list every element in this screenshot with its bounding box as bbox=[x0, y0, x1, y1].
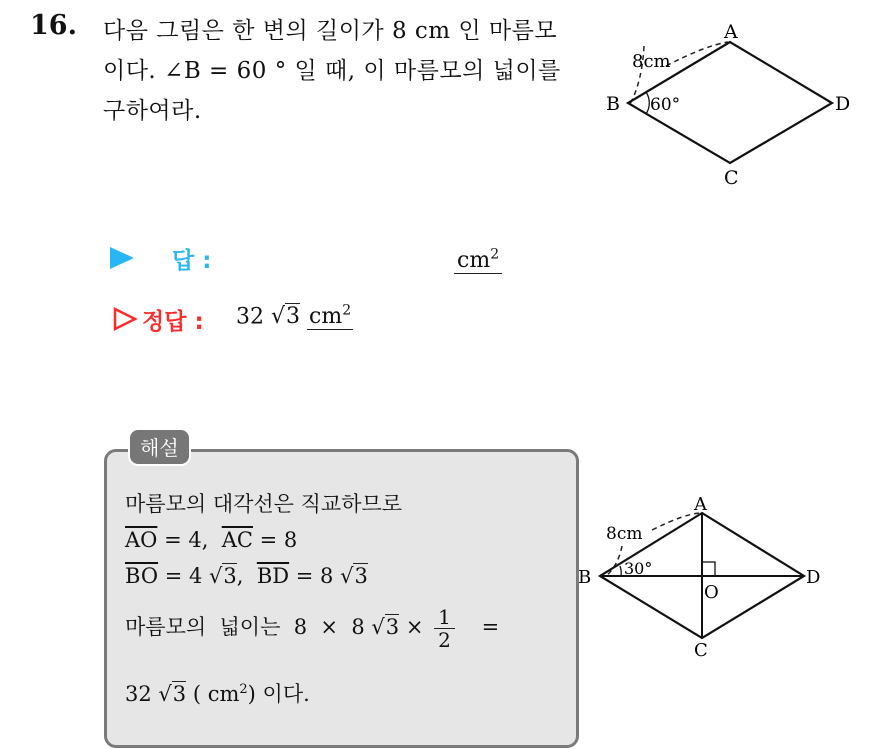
segment-ao: $\overline{AO}$ bbox=[125, 528, 158, 552]
right-angle-mark bbox=[702, 562, 715, 576]
angle-arc bbox=[646, 92, 649, 114]
vertex-c: C bbox=[724, 167, 739, 189]
area-root: 3 bbox=[385, 615, 400, 639]
side-length-label: 8cm bbox=[632, 51, 671, 72]
correct-answer-label: 정답 : bbox=[142, 309, 204, 335]
result-unit-close: ) 이다. bbox=[247, 682, 310, 706]
answer-unit-text: cm bbox=[457, 248, 491, 274]
fraction bbox=[434, 606, 455, 651]
segment-bo-root: 3 bbox=[223, 564, 237, 588]
result-unit: ( cm bbox=[186, 682, 240, 706]
problem-text-line3: 구하여라. bbox=[103, 98, 202, 124]
segment-bd-value: = 8 bbox=[289, 564, 341, 588]
answer-unit bbox=[454, 244, 502, 272]
segment-bo-sep: , bbox=[236, 564, 257, 588]
area-equals: = bbox=[481, 615, 500, 639]
segment-bo: $\overline{BO}$ bbox=[125, 564, 159, 588]
answer-unit-value: cm bbox=[309, 304, 343, 330]
segment-ac: $\overline{AC}$ bbox=[221, 528, 253, 552]
segment-bo-value: = 4 bbox=[158, 564, 210, 588]
vertex-c-2: C bbox=[694, 640, 708, 661]
center-o: O bbox=[704, 582, 719, 603]
vertex-a: A bbox=[724, 21, 738, 43]
problem-text-line2: 이다. ∠B = 60 ° 일 때, 이 마름모의 넓이를 bbox=[103, 58, 561, 84]
vertex-d: D bbox=[835, 93, 851, 115]
problem-number: 16. bbox=[30, 10, 77, 41]
answer-coef: 32 bbox=[236, 304, 264, 330]
correct-answer-value: 32 √3 $cm^2$ bbox=[236, 303, 352, 330]
vertex-d-2: D bbox=[806, 567, 821, 588]
result-root: 3 bbox=[172, 682, 187, 706]
result-coef: 32 bbox=[125, 682, 159, 706]
side-dash-right-2 bbox=[652, 513, 700, 530]
result-unit-sup: 2 bbox=[239, 682, 248, 697]
rhombus-diagonals-figure bbox=[576, 494, 838, 664]
answer-unit-sup: 2 bbox=[490, 247, 500, 263]
answer-unit-value-sup: 2 bbox=[342, 303, 352, 319]
rhombus-figure bbox=[600, 20, 860, 195]
vertex-a-2: A bbox=[694, 494, 707, 515]
problem-text-line1: 다음 그림은 한 변의 길이가 8 cm 인 마름모 bbox=[103, 18, 558, 44]
segment-ao-value: = 4, bbox=[157, 528, 222, 552]
fraction-numerator: 1 bbox=[434, 606, 455, 629]
solution-line2 bbox=[125, 528, 297, 552]
segment-bd: $\overline{BD}$ bbox=[256, 564, 290, 588]
segment-ac-value: = 8 bbox=[252, 528, 298, 552]
segment-bd-root: 3 bbox=[354, 564, 368, 588]
answer-arrow-icon bbox=[110, 247, 134, 269]
area-times: × bbox=[399, 615, 424, 639]
vertex-b: B bbox=[606, 93, 620, 115]
side-length-label-2: 8cm bbox=[606, 524, 643, 544]
fraction-denominator: 2 bbox=[438, 628, 451, 652]
solution-line1: 마름모의 대각선은 직교하므로 bbox=[125, 492, 403, 516]
angle-label-2: 30° bbox=[624, 559, 653, 578]
solution-line5: 32 √3 ( $cm^2$) 이다. bbox=[125, 682, 310, 706]
area-text: 마름모의 넓이는 8 × 8 bbox=[125, 615, 372, 639]
solution-line4: 마름모의 넓이는 8 × 8 √3 × $\frac{1}{2}$ = bbox=[125, 605, 500, 652]
solution-tag: 해설 bbox=[128, 428, 191, 466]
solution-line3: $\overline{BO} = 4$ √3, $\overline{BD} = 8$ √3 bbox=[125, 564, 368, 588]
angle-label: 60° bbox=[650, 95, 681, 115]
correct-answer-arrow-icon bbox=[112, 306, 138, 332]
angle-arc-2 bbox=[620, 566, 621, 576]
answer-root: 3 bbox=[286, 304, 301, 330]
vertex-b-2: B bbox=[578, 567, 592, 588]
answer-label: 답 : bbox=[172, 248, 212, 274]
